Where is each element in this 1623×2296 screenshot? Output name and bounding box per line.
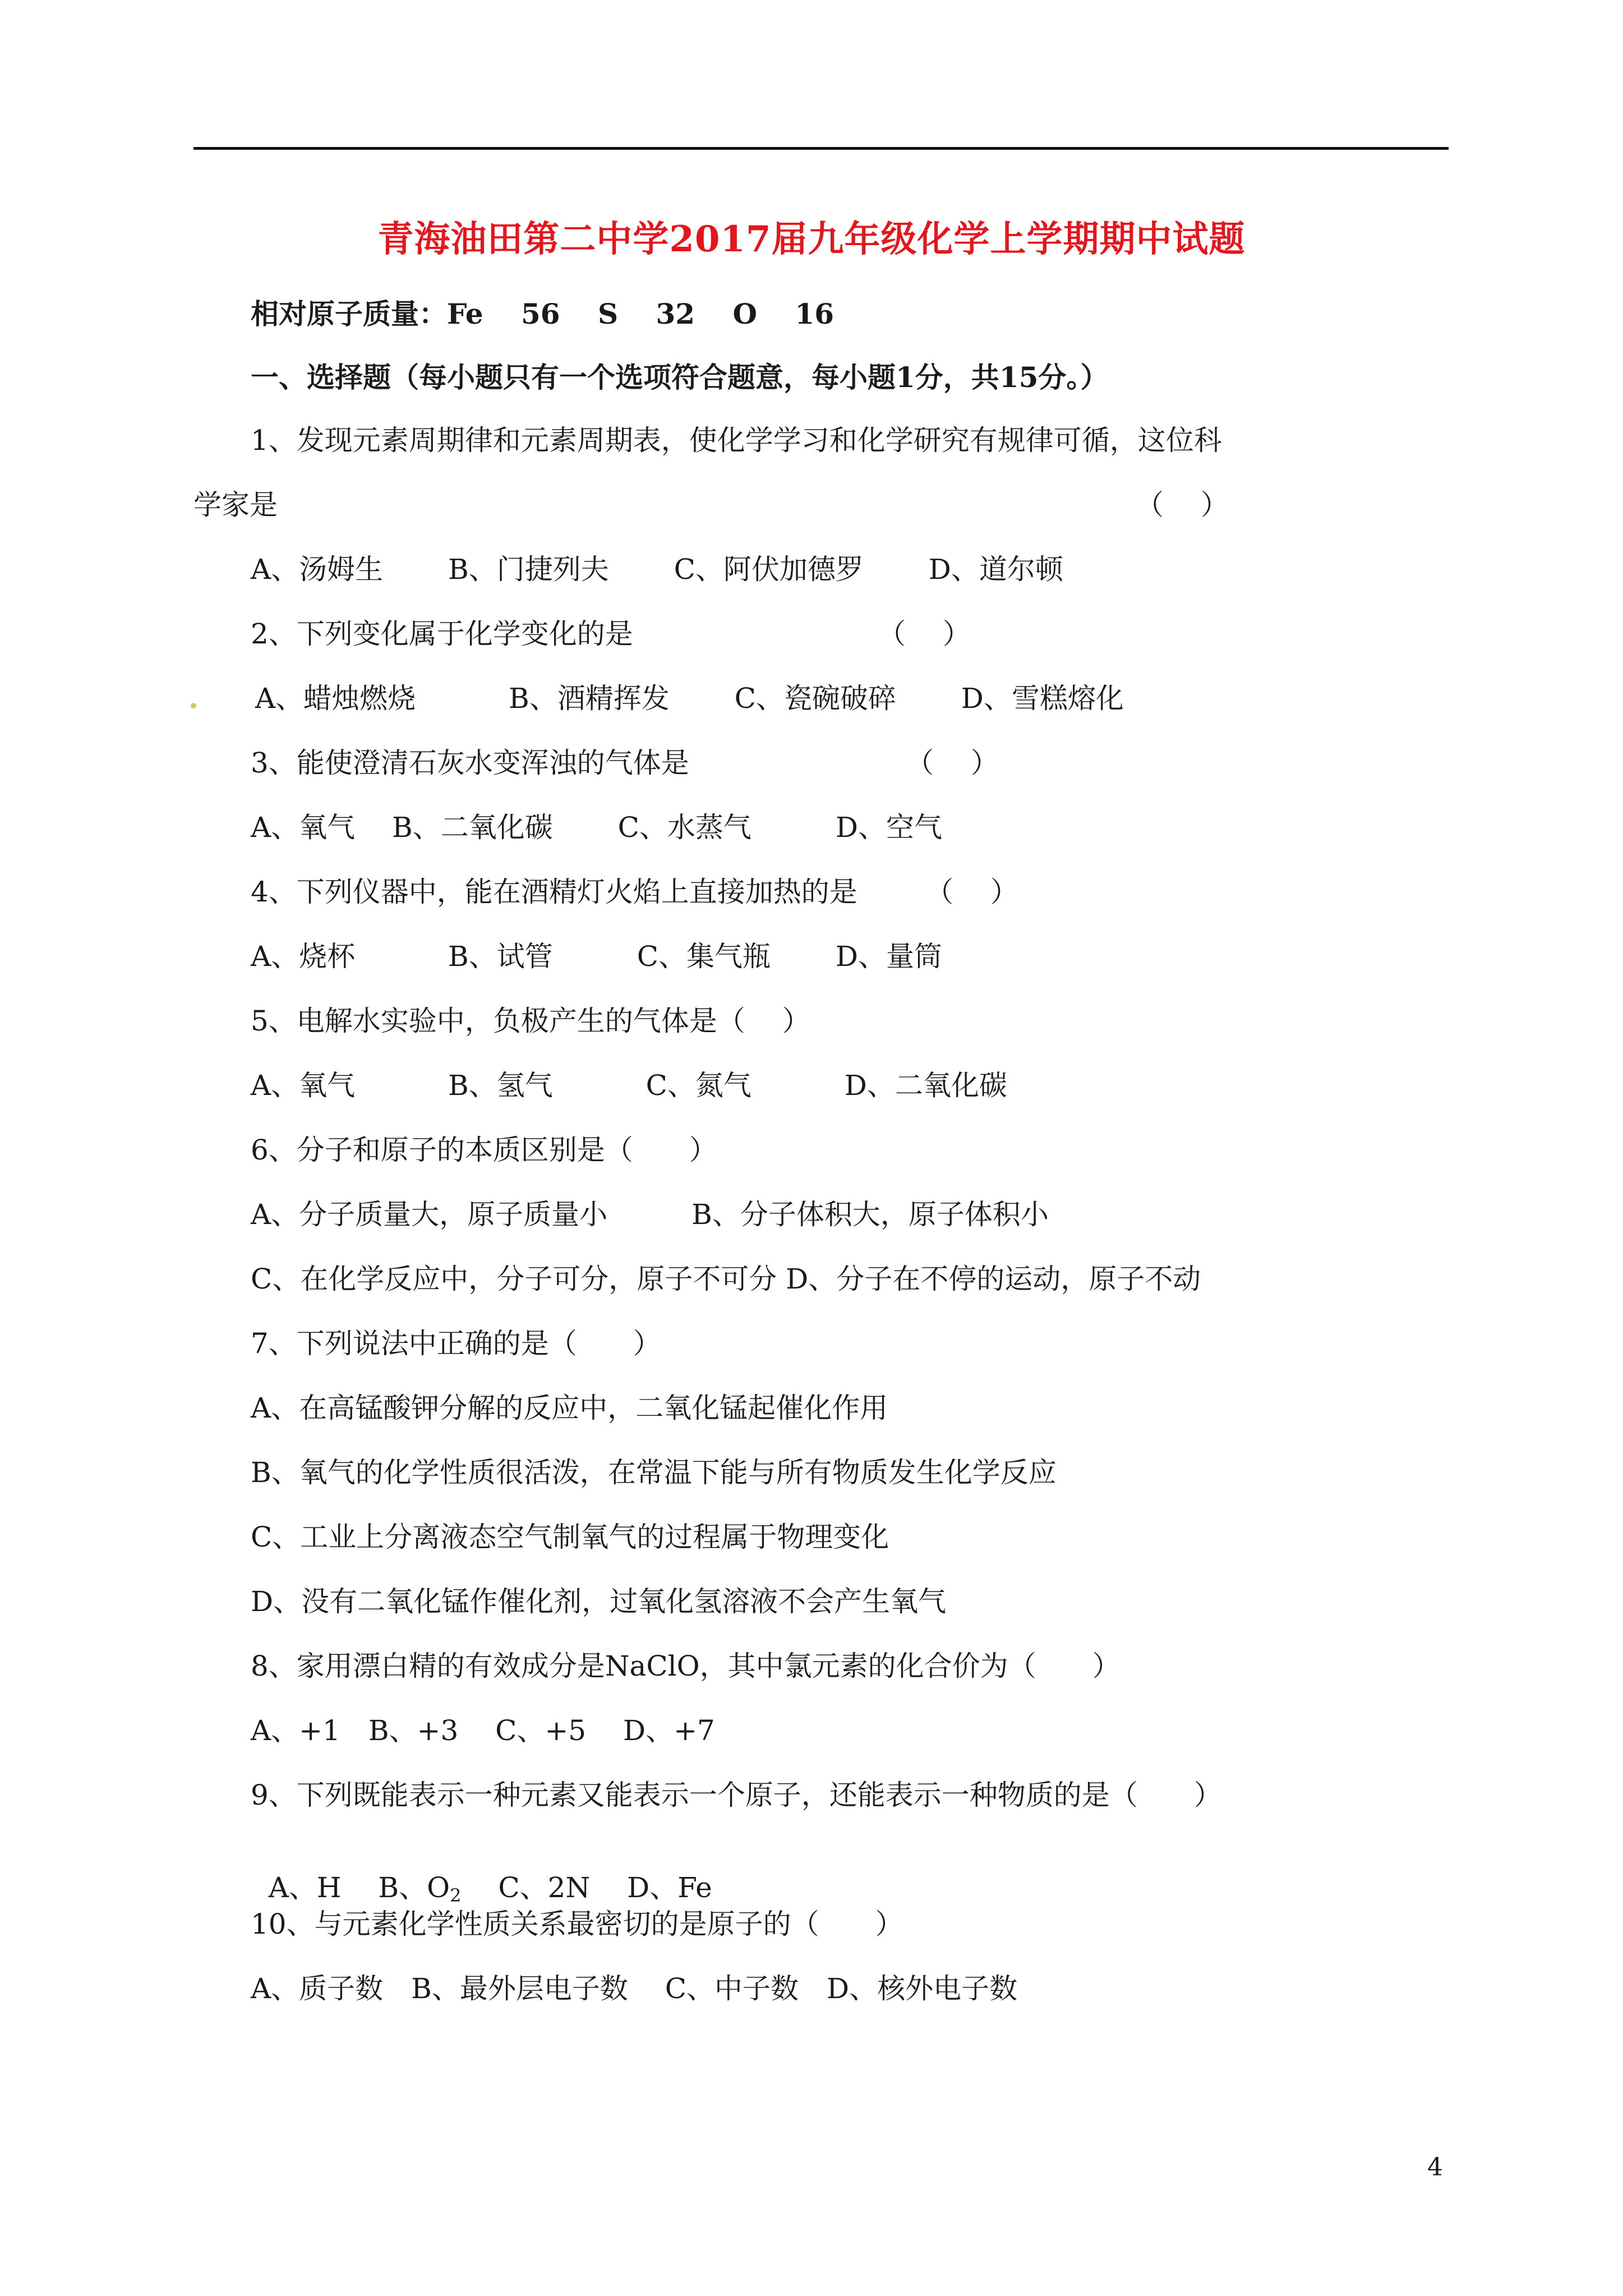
text-line: 6、分子和原子的本质区别是（ ） [251,1134,717,1166]
text-line: 3、能使澄清石灰水变浑浊的气体是 [251,747,689,779]
q9-options-a: A、H B、O [268,1871,450,1904]
text-line: （ ） [925,876,1018,908]
text-line: A、+1 B、+3 C、+5 D、+7 [251,1714,715,1747]
section-heading: 一、选择题（每小题只有一个选项符合题意，每小题1分，共15分。） [251,361,1109,394]
text-line: 1、发现元素周期律和元素周期表，使化学学习和化学研究有规律可循，这位科 [251,424,1222,457]
text-line: 8、家用漂白精的有效成分是NaClO，其中氯元素的化合价为（ ） [251,1650,1121,1682]
text-line: A、氧气 B、氢气 C、氮气 D、二氧化碳 [251,1069,1007,1102]
text-line: A、氧气 B、二氧化碳 C、水蒸气 D、空气 [251,811,942,844]
q9-options-rest: C、2N D、Fe [461,1871,712,1904]
text-line: A、在高锰酸钾分解的反应中，二氧化锰起催化作用 [251,1392,888,1424]
q9-subscript: 2 [450,1885,462,1906]
atomic-masses: 相对原子质量：Fe 56 S 32 O 16 [251,297,834,330]
text-line: C、工业上分离液态空气制氧气的过程属于物理变化 [251,1521,889,1553]
text-line: A、汤姆生 B、门捷列夫 C、阿伏加德罗 D、道尔顿 [251,553,1063,586]
text-line: 学家是 [193,489,278,521]
stray-mark [191,703,196,708]
text-line: 7、下列说法中正确的是（ ） [251,1327,661,1360]
q9-options [251,1846,712,1904]
text-line: A、分子质量大，原子质量小 B、分子体积大，原子体积小 [251,1198,1049,1231]
text-line: D、没有二氧化锰作催化剂，过氧化氢溶液不会产生氧气 [251,1585,947,1618]
text-line: （ ） [906,747,999,779]
text-line: A、质子数 B、最外层电子数 C、中子数 D、核外电子数 [251,1972,1018,2005]
text-line: A、烧杯 B、试管 C、集气瓶 D、量筒 [251,940,942,973]
text-line: 5、电解水实验中，负极产生的气体是（ ） [251,1005,810,1037]
text-line: C、在化学反应中，分子可分，原子不可分 D、分子在不停的运动，原子不动 [251,1263,1201,1295]
text-line: 4、下列仪器中，能在酒精灯火焰上直接加热的是 [251,876,857,908]
text-line: 2、下列变化属于化学变化的是 [251,618,633,650]
text-line: B、氧气的化学性质很活泼，在常温下能与所有物质发生化学反应 [251,1456,1057,1489]
text-line: A、蜡烛燃烧 B、酒精挥发 C、瓷碗破碎 D、雪糕熔化 [255,682,1124,715]
text-line: （ ） [1136,489,1229,521]
text-line: （ ） [878,618,971,650]
header-rule [193,147,1449,150]
text-line: 10、与元素化学性质关系最密切的是原子的（ ） [251,1908,903,1940]
text-line: 9、下列既能表示一种元素又能表示一个原子，还能表示一种物质的是（ ） [251,1779,1222,1811]
page-title: 青海油田第二中学2017届九年级化学上学期期中试题 [377,218,1246,260]
page-number: 4 [1427,2153,1443,2182]
